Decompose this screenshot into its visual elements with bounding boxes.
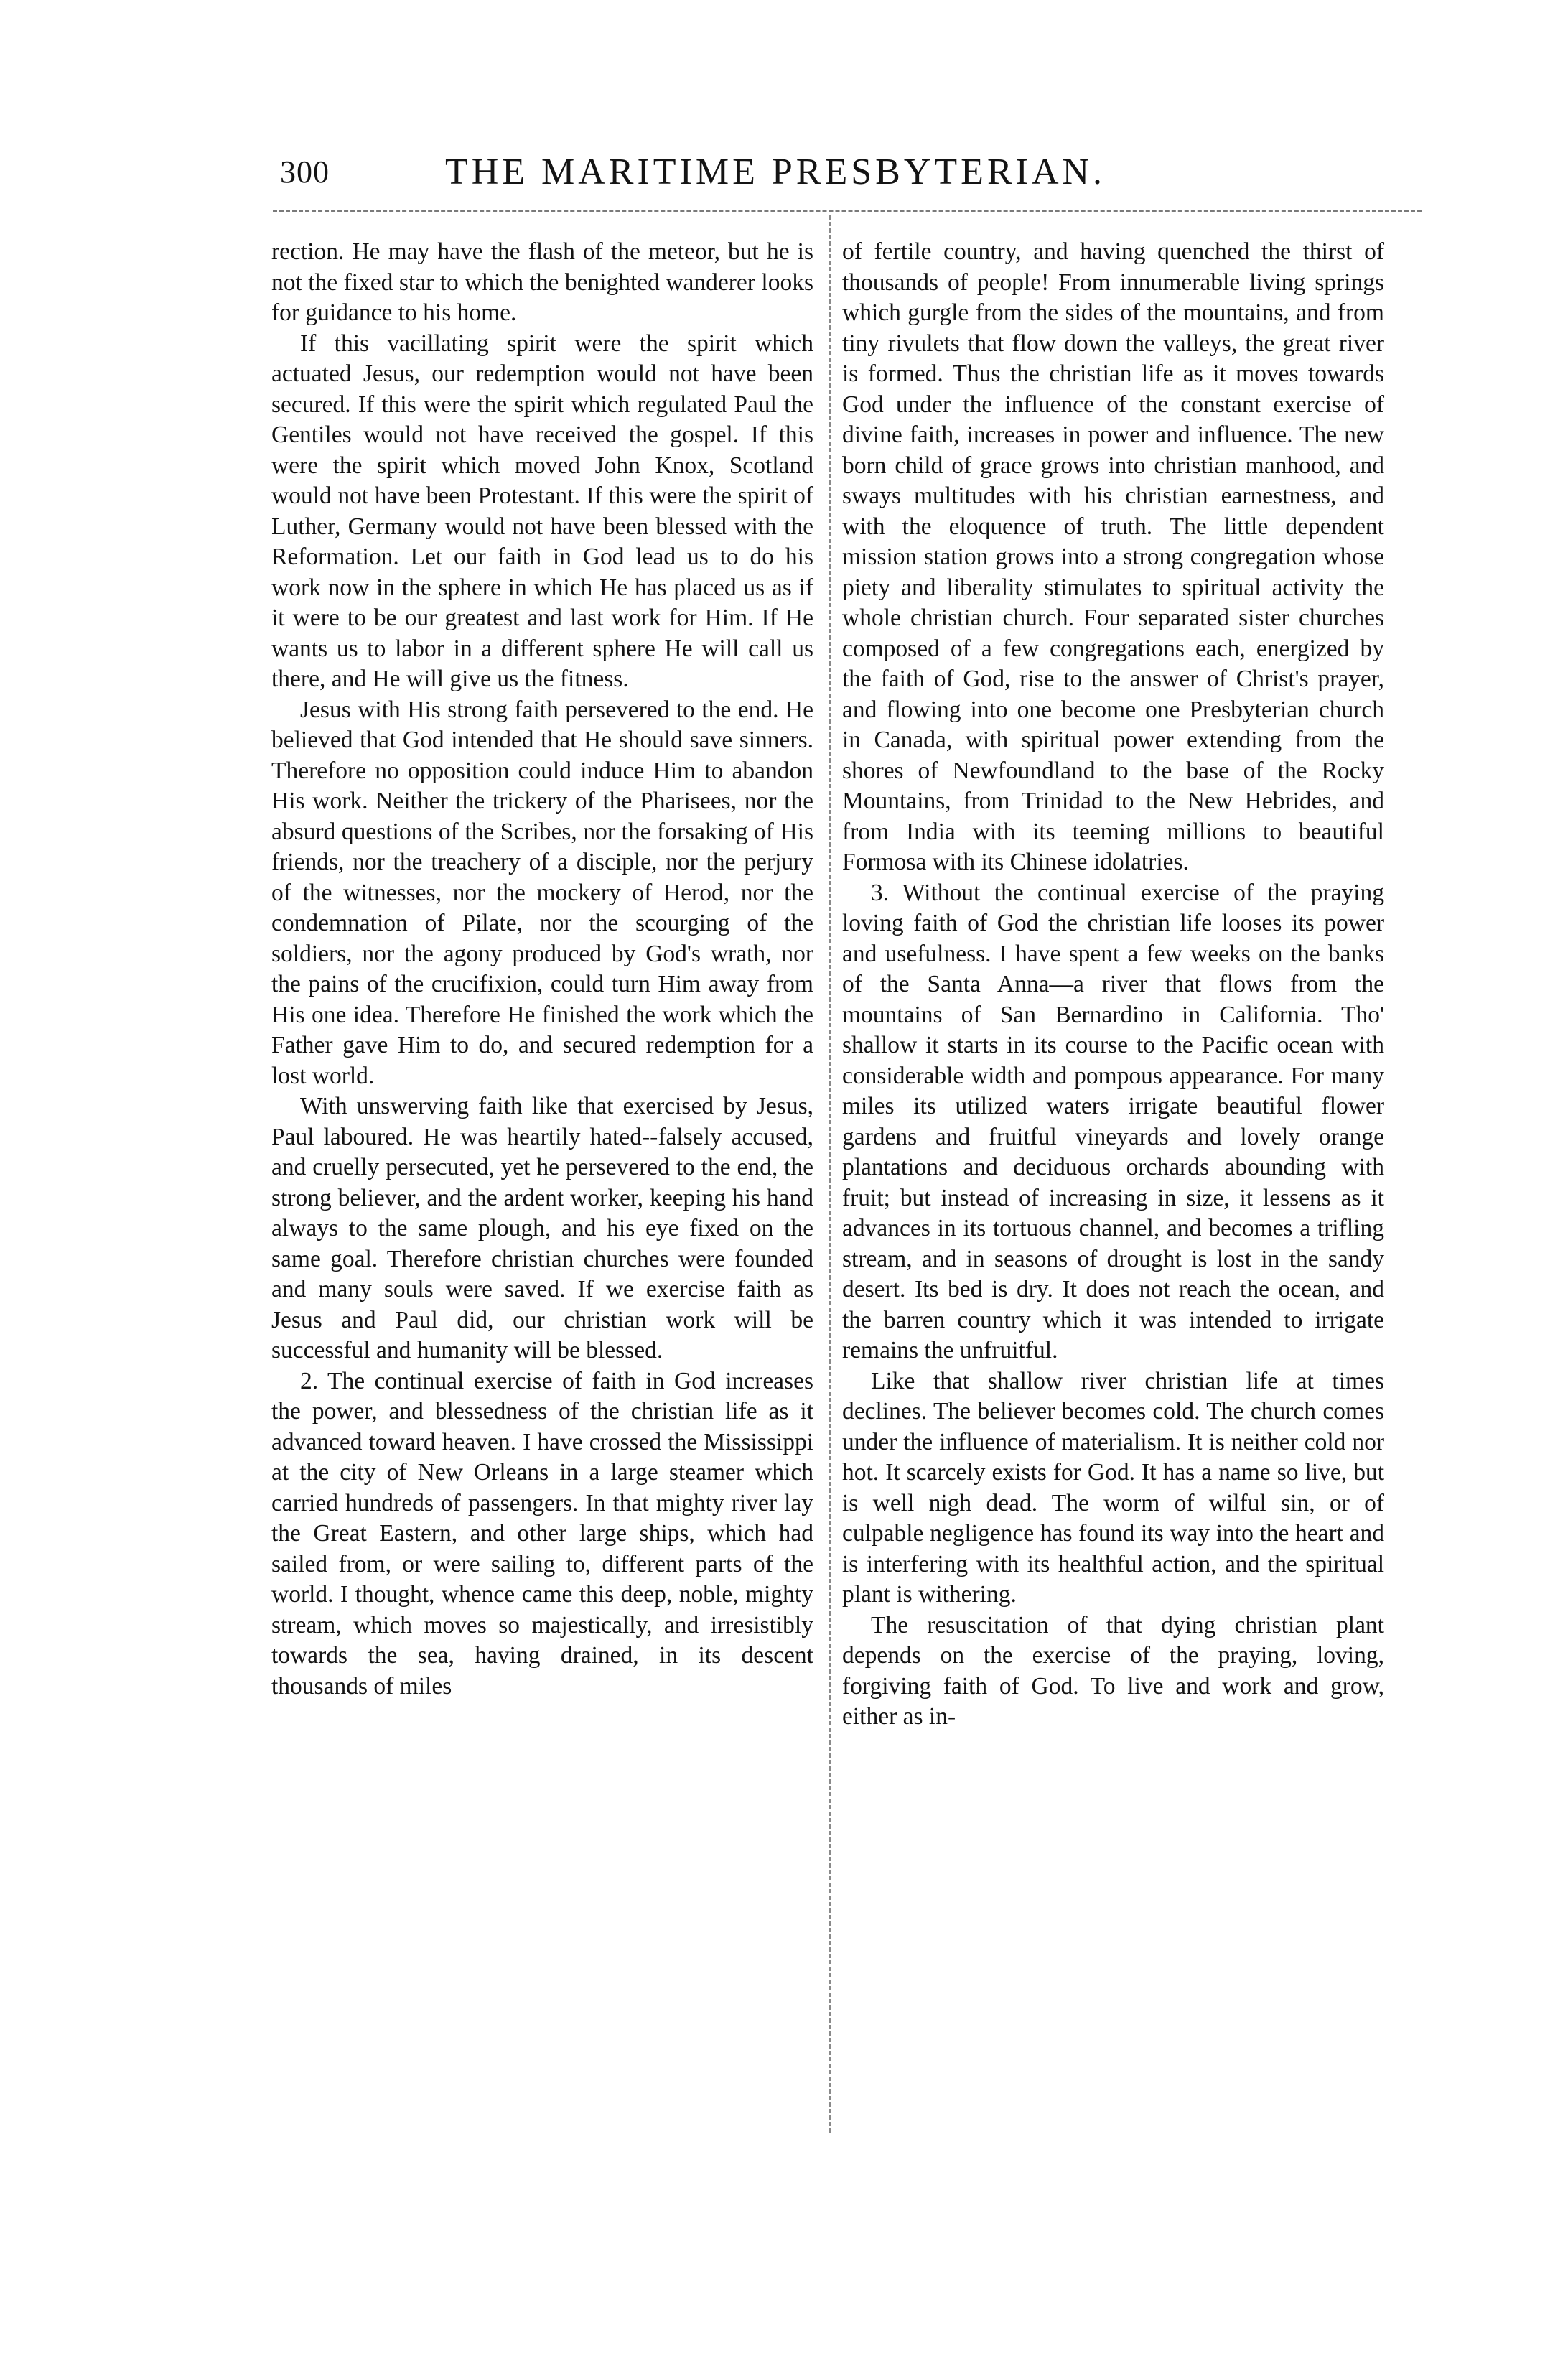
- paragraph: With unswerving faith like that exercised by Jesus, Paul laboured. He was heartily hated--falsely accused, and cruelly persecuted, yet he persevered to the end, the strong believer, and the ardent worker, keeping his hand always to the same plough, and his eye fixed on the same goal. Therefore christian churches were founded and many souls were saved. If we exercise faith as Jesus and Paul did, our christian work will be successful and humanity will be blessed.: [271, 1093, 813, 1364]
- paragraph: Jesus with His strong faith persevered to the end. He believed that God intended that He should save sinners. Therefore no opposition could induce Him to abandon His work. Neither the trickery of the Pharisees, nor the absurd questions of the Scribes, nor the forsaking of His friends, nor the treachery of a disciple, nor the perjury of the witnesses, nor the mockery of Herod, nor the condemnation of Pilate, nor the scourging of the soldiers, nor the agony produced by God's wrath, nor the pains of the crucifixion, could turn Him away from His one idea. Therefore He finished the work which the Father gave Him to do, and secured redemption for a lost world.: [271, 696, 813, 1089]
- running-head: [280, 147, 1185, 197]
- paragraph: The resuscitation of that dying christian plant depends on the exercise of the praying, loving, forgiving faith of God. To live and work and grow, either as in-: [842, 1611, 1384, 1730]
- column-divider: [829, 215, 831, 2133]
- journal-title: THE MARITIME PRESBYTERIAN.: [444, 152, 1106, 192]
- right-column: [842, 237, 1384, 1733]
- header-rule: [273, 210, 1422, 212]
- paragraph: of fertile country, and having quenched the thirst of thousands of people! From innumerable living springs which gurgle from the sides of the mountains, and from tiny rivulets that flow down the valleys, the great river is formed. Thus the christian life as it moves towards God under the influence of the constant exercise of divine faith, increases in power and influence. The new born child of grace grows into christian manhood, and sways multitudes with his christian earnestness, and with the eloquence of truth. The little dependent mission station grows into a strong congregation whose piety and liberality stimulates to spiritual activity the whole christian church. Four separated sister churches composed of a few congregations each, energized by the faith of God, rise to the answer of Christ's prayer, and flowing into one become one Presbyterian church in Canada, with spiritual power extending from the shores of Newfoundland to the base of the Rocky Mountains, from Trinidad to the New Hebrides, and from India with its teeming millions to beautiful Formosa with its Chinese idolatries.: [842, 238, 1384, 875]
- paragraph: rection. He may have the flash of the meteor, but he is not the fixed star to which the benighted wanderer looks for guidance to his home.: [271, 238, 813, 326]
- page-number: 300: [280, 154, 330, 190]
- left-column: [271, 237, 813, 1702]
- paragraph: 3. Without the continual exercise of the praying loving faith of God the christian life looses its power and usefulness. I have spent a few weeks on the banks of the Santa Anna—a river that flows from the mountains of San Bernardino in California. Tho' shallow it starts in its course to the Pacific ocean with considerable width and pompous appearance. For many miles its utilized waters irrigate beautiful flower gardens and fruitful vineyards and lovely orange plantations and deciduous orchards abounding with fruit; but instead of increasing in size, it lessens as it advances in its tortuous channel, and becomes a trifling stream, and in seasons of drought is lost in the sandy desert. Its bed is dry. It does not reach the ocean, and the barren country which it was intended to irrigate remains the unfruitful.: [842, 879, 1384, 1364]
- paragraph: Like that shallow river christian life at times declines. The believer becomes cold. The church comes under the influence of materialism. It is neither cold nor hot. It scarcely exists for God. It has a name so live, but is well nigh dead. The worm of wilful sin, or of culpable negligence has found its way into the heart and is interfering with its healthful action, and the spiritual plant is withering.: [842, 1367, 1384, 1608]
- paragraph: If this vacillating spirit were the spirit which actuated Jesus, our redemption would not have been secured. If this were the spirit which regulated Paul the Gentiles would not have received the gospel. If this were the spirit which moved John Knox, Scotland would not have been Protestant. If this were the spirit of Luther, Germany would not have been blessed with the Reformation. Let our faith in God lead us to do his work now in the sphere in which He has placed us as if it were to be our greatest and last work for Him. If He wants us to labor in a different sphere He will call us there, and He will give us the fitness.: [271, 330, 813, 692]
- paragraph: 2. The continual exercise of faith in God increases the power, and blessedness of the christian life as it advanced toward heaven. I have crossed the Mississippi at the city of New Orleans in a large steamer which carried hundreds of passengers. In that mighty river lay the Great Eastern, and other large ships, which had sailed from, or were sailing to, different parts of the world. I thought, whence came this deep, noble, mighty stream, which moves so majestically, and irresistibly towards the sea, having drained, in its descent thousands of miles: [271, 1367, 813, 1700]
